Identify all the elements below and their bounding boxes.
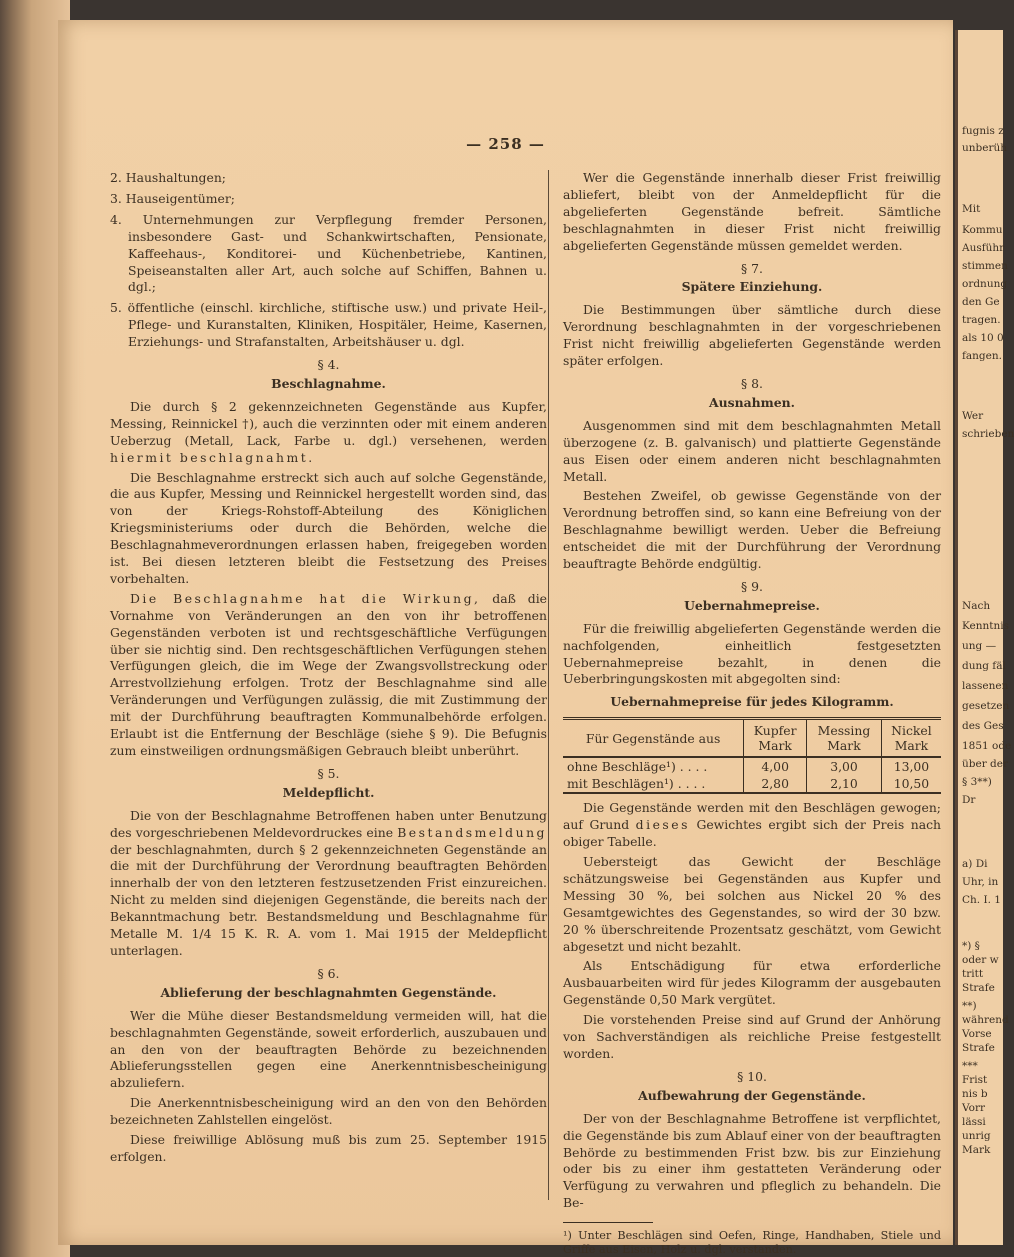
spaced-emphasis: Bestandsmeldung <box>397 824 547 840</box>
adjacent-page-text-fragment: ung — <box>962 640 997 652</box>
section-6-continuation: Wer die Gegenstände innerhalb dieser Frist freiwillig abliefert, bleibt von der Anmeldepflicht für die abgelieferten Gegenstände befreit. Sämtliche beschlagnahmten in dieser Frist nicht freiwillig abgelieferten Gegenstände müssen gemeldet werden. <box>563 170 941 253</box>
price-table-title: Uebernahmepreise für jedes Kilogramm. <box>610 694 894 710</box>
document-page <box>58 20 953 1257</box>
adjacent-page-text-fragment: tragen. <box>962 314 1001 326</box>
table-cell <box>563 757 744 775</box>
adjacent-page-text-fragment: über der <box>962 758 1009 770</box>
adjacent-page-text-fragment: ordnung <box>962 278 1008 290</box>
section-9-paragraph: Als Entschädigung für etwa erforderliche Ausbauarbeiten wird für jedes Kilogramm der ausgebauten Gegenstände 0,50 Mark vergütet. <box>563 958 941 1008</box>
text-run: Gewichtes ergibt sich der Preis nach obiger Tabelle. <box>563 817 942 850</box>
section-8-title: Ausnahmen. <box>709 394 795 410</box>
text-run: der beschlagnahmten, durch § 2 gekennzeichneten Gegenstände an die mit der Durchführung der Verordnung beauftragten Behörden innerhalb der von den letzteren festzusetzenden Frist einzureichen. Nicht zu melden sind diejenigen Gegenstände, die bereits nach der Bekanntmachung betr. Bestandsmeldung und Beschlagnahme für Metalle M. 1/4 15 K. R. A. vom 1. Mai 1915 der Meldepflicht unterlagen. <box>110 841 547 958</box>
section-4-paragraph: Die Beschlagnahme erstreckt sich auch auf solche Gegenstände, die aus Kupfer, Messing und Reinnickel hergestellt worden sind, das von der Kriegs-Rohstoff-Abteilung des Königlichen Kriegsministeriums oder durch die Behörden, welche die Beschlagnahmeverordnungen erlassen haben, freigegeben worden ist. Bei diesen letzteren bleibt die Festsetzung des Preises vorbehalten. <box>110 469 547 586</box>
adjacent-page-text-fragment: lässi <box>962 1116 986 1128</box>
header-line: Messing <box>817 723 871 739</box>
table-header-cell <box>881 719 941 758</box>
section-7-heading: § 7. <box>741 260 763 276</box>
adjacent-page-text-fragment: oder w <box>962 954 999 966</box>
adjacent-page-text-fragment: 1851 ode <box>962 740 1012 752</box>
list-item: 3. Hauseigentümer; <box>110 190 235 206</box>
adjacent-page-text-fragment: tritt <box>962 968 984 980</box>
header-unit: Mark <box>894 738 929 754</box>
footnote-rule <box>563 1222 653 1223</box>
spaced-emphasis: hiermit beschlagnahmt. <box>110 449 315 465</box>
section-4-paragraph <box>110 399 547 467</box>
adjacent-page-text-fragment: als 10 0 <box>962 332 1004 344</box>
adjacent-page-text-fragment: *) § <box>962 940 980 952</box>
header-unit: Mark <box>758 738 792 754</box>
table-cell: 13,00 <box>881 757 941 775</box>
section-5-title: Meldepflicht. <box>282 784 375 800</box>
footnote: ¹) Unter Beschlägen sind Oefen, Ringe, Handhaben, Stiele und Griffe aus Eisen, Holz u. dgl. verstanden. <box>563 1229 941 1257</box>
price-table <box>563 717 941 794</box>
adjacent-page-text-fragment: Mit <box>962 203 981 215</box>
section-6-paragraph: Die Anerkenntnisbescheinigung wird an den von den Behörden bezeichneten Zahlstellen eingelöst. <box>110 1095 547 1128</box>
column-divider <box>548 170 549 1200</box>
table-header-cell <box>807 719 882 758</box>
section-9-title: Uebernahmepreise. <box>684 597 820 613</box>
adjacent-page-text-fragment: Mark <box>962 1144 991 1156</box>
adjacent-page-text-fragment: Ch. I. 1 <box>962 894 1001 906</box>
adjacent-page-text-fragment: lassenen <box>962 680 1009 692</box>
adjacent-page-text-fragment: unrig <box>962 1130 991 1142</box>
section-10-paragraph: Der von der Beschlagnahme Betroffene ist verpflichtet, die Gegenstände bis zum Ablauf einer von der beauftragten Behörde zu bestimmenden Frist bzw. bis zur Einziehung oder bis zu einer ihm gestatteten Veränderung oder Verfügung zu verwahren und pfleglich zu behandeln. Die Be- <box>563 1110 941 1211</box>
text-run: Die von der Beschlagnahme Betroffenen haben unter Benutzung des vorgeschriebenen Meldevordruckes eine <box>110 807 547 840</box>
leader-dots: . . . . <box>679 759 708 775</box>
section-9-paragraph: Uebersteigt das Gewicht der Beschläge schätzungsweise bei Gegenständen aus Kupfer und Messing 30 %, bei solchen aus Nickel 20 % des Gesamtgewichtes des Gegenstandes, so wird der 30 bzw. 20 % überschreitende Prozentsatz geschätzt, vom Gewicht abgesetzt und nicht bezahlt. <box>563 854 941 954</box>
adjacent-page-text-fragment: fugnis z <box>962 125 1004 137</box>
adjacent-page-text-fragment: Strafe <box>962 982 995 994</box>
text-run: Die Gegenstände werden mit den Beschlägen gewogen; auf Grund <box>563 800 941 833</box>
section-5-paragraph <box>110 808 547 960</box>
adjacent-page-text-fragment: des Ges <box>962 720 1004 732</box>
spaced-emphasis: Die Beschlagnahme hat die Wirkung, <box>130 590 481 606</box>
adjacent-page-text-fragment: Kommu <box>962 224 1003 236</box>
table-header-cell <box>744 719 807 758</box>
text-run: daß die Vornahme von Veränderungen an den von ihr betroffenen Gegenständen verboten ist und rechtsgeschäftliche Verfügungen über sie nichtig sind. Den rechtsgeschäftlichen Verfügungen stehen Verfügungen gleich, die im Wege der Zwangsvollstreckung oder Arrestvollziehung erfolgen. Trotz der Beschlagnahme sind alle Veränderungen und Verfügungen zulässig, die mit Zustimmung der mit der Durchführung beauftragten Kommunalbehörde erfolgen. Erlaubt ist die Entfernung der Beschläge (siehe § 9). Die Befugnis zum einstweiligen ordnungsmäßigen Gebrauch bleibt unberührt. <box>110 590 547 758</box>
leader-dots: . . . . <box>677 776 706 792</box>
section-6-heading: § 6. <box>317 965 340 981</box>
section-4-title: Beschlagnahme. <box>271 375 386 391</box>
list-item: 4. Unternehmungen zur Verpflegung fremder Personen, insbesondere Gast- und Schankwirtschaften, Pensionate, Kaffeehaus-, Konditorei- und Küchenbetriebe, Kantinen, Speiseanstalten aller Art, auch solche auf Schiffen, Bahnen u. dgl.; <box>110 211 547 295</box>
adjacent-page-text-fragment: unberüh <box>962 142 1008 154</box>
list-item: 2. Haushaltungen; <box>110 170 226 185</box>
header-line: Kupfer <box>753 723 797 739</box>
table-cell <box>563 775 744 793</box>
adjacent-page-text-fragment: während <box>962 1014 1009 1026</box>
section-4-paragraph <box>110 591 547 760</box>
adjacent-page-text-fragment: schrieben <box>962 428 1014 440</box>
table-cell: 3,00 <box>807 757 882 775</box>
left-column <box>110 170 547 1169</box>
adjacent-page-text-fragment: gesetzen <box>962 700 1010 712</box>
table-cell: 10,50 <box>881 775 941 793</box>
right-column <box>563 170 941 1257</box>
section-9-paragraph: Für die freiwillig abgelieferten Gegenstände werden die nachfolgenden, einheitlich festgesetzten Uebernahmepreise bezahlt, in denen die Ueberbringungskosten mit abgegolten sind: <box>563 620 941 687</box>
adjacent-page-text-fragment: Kenntnis <box>962 620 1010 632</box>
table-row <box>563 775 941 793</box>
text-run: Die durch § 2 gekennzeichneten Gegenstände aus Kupfer, Messing, Reinnickel †), auch die verzinnten oder mit einem anderen Ueberzug (Metall, Lack, Farbe u. dgl.) versehenen, werden <box>110 398 547 448</box>
adjacent-page-text-fragment: Vorse <box>962 1028 992 1040</box>
header-line: Nickel <box>891 723 932 739</box>
section-6-paragraph: Diese freiwillige Ablösung muß bis zum 25. September 1915 erfolgen. <box>110 1132 547 1164</box>
section-6-paragraph: Wer die Mühe dieser Bestandsmeldung vermeiden will, hat die beschlagnahmten Gegenstände, soweit erforderlich, auszubauen und an den von der beauftragten Behörde zu bezeichnenden Ablieferungsstellen gegen eine Anerkenntnisbescheinigung abzuliefern. <box>110 1007 547 1091</box>
section-8-paragraph: Bestehen Zweifel, ob gewisse Gegenstände von der Verordnung betroffen sind, so kann eine Befreiung von der Beschlagnahme bewilligt werden. Ueber die Befreiung entscheidet die mit der Durchführung der Verordnung beauftragte Behörde endgültig. <box>563 488 941 572</box>
adjacent-page-text-fragment: Ausführ <box>962 242 1005 254</box>
section-10-title: Aufbewahrung der Gegenstände. <box>638 1087 866 1103</box>
section-8-heading: § 8. <box>741 375 763 391</box>
adjacent-page-text-fragment: Wer <box>962 410 984 422</box>
adjacent-page-text-fragment: Dr <box>962 794 976 806</box>
adjacent-page-text-fragment: Frist <box>962 1074 988 1086</box>
section-9-paragraph <box>563 800 941 851</box>
section-6-title: Ablieferung der beschlagnahmten Gegenstände. <box>160 984 497 1000</box>
table-cell: 2,10 <box>807 775 882 793</box>
header-unit: Mark <box>827 738 861 754</box>
section-5-heading: § 5. <box>317 765 340 781</box>
adjacent-page-text-fragment: dung fäl <box>962 660 1006 672</box>
spaced-emphasis: dieses <box>635 817 690 833</box>
adjacent-page-text-fragment: nis b <box>962 1088 988 1100</box>
page-number: — 258 — <box>466 135 545 153</box>
adjacent-page-text-fragment: stimmen <box>962 260 1008 272</box>
adjacent-page-text-fragment: *** <box>962 1060 978 1072</box>
adjacent-page-text-fragment: Vorr <box>962 1102 985 1114</box>
adjacent-page-edge <box>955 30 1014 1245</box>
adjacent-page-text-fragment: a) Di <box>962 858 988 870</box>
table-header-cell: Für Gegenstände aus <box>585 730 721 746</box>
section-10-heading: § 10. <box>737 1068 767 1084</box>
adjacent-page-text-fragment: den Ge <box>962 296 1000 308</box>
section-9-heading: § 9. <box>741 578 763 594</box>
list-item: 5. öffentliche (einschl. kirchliche, stiftische usw.) und private Heil-, Pflege- und Kuranstalten, Kliniken, Hospitäler, Heime, Kasernen, Erziehungs- und Strafanstalten, Arbeitshäuser u. dgl. <box>110 300 547 350</box>
adjacent-page-text-fragment: Strafe <box>962 1042 995 1054</box>
section-4-heading: § 4. <box>317 357 340 373</box>
table-row <box>563 757 941 775</box>
section-7-title: Spätere Einziehung. <box>681 279 823 295</box>
table-cell: 4,00 <box>744 757 807 775</box>
adjacent-page-text-fragment: fangen. <box>962 350 1002 362</box>
adjacent-page-text-fragment: **) <box>962 1000 977 1012</box>
adjacent-page-text-fragment: Nach <box>962 600 991 612</box>
section-9-paragraph: Die vorstehenden Preise sind auf Grund der Anhörung von Sachverständigen als reichliche Preise festgestellt worden. <box>563 1012 941 1061</box>
adjacent-page-text-fragment: § 3**) <box>962 776 992 788</box>
row-label: ohne Beschläge¹) <box>567 759 676 775</box>
section-7-paragraph: Die Bestimmungen über sämtliche durch diese Verordnung beschlagnahmten in der vorgeschriebenen Frist nicht freiwillig abgelieferten Gegenstände werden später erfolgen. <box>563 302 941 369</box>
adjacent-page-text-fragment: Uhr, in <box>962 876 999 888</box>
table-header-row <box>563 719 941 758</box>
section-8-paragraph: Ausgenommen sind mit dem beschlagnahmten Metall überzogene (z. B. galvanisch) und plattierte Gegenstände aus Eisen oder einem anderen nicht beschlagnahmten Metall. <box>563 417 941 484</box>
row-label: mit Beschlägen¹) <box>567 776 674 792</box>
table-cell: 2,80 <box>744 775 807 793</box>
